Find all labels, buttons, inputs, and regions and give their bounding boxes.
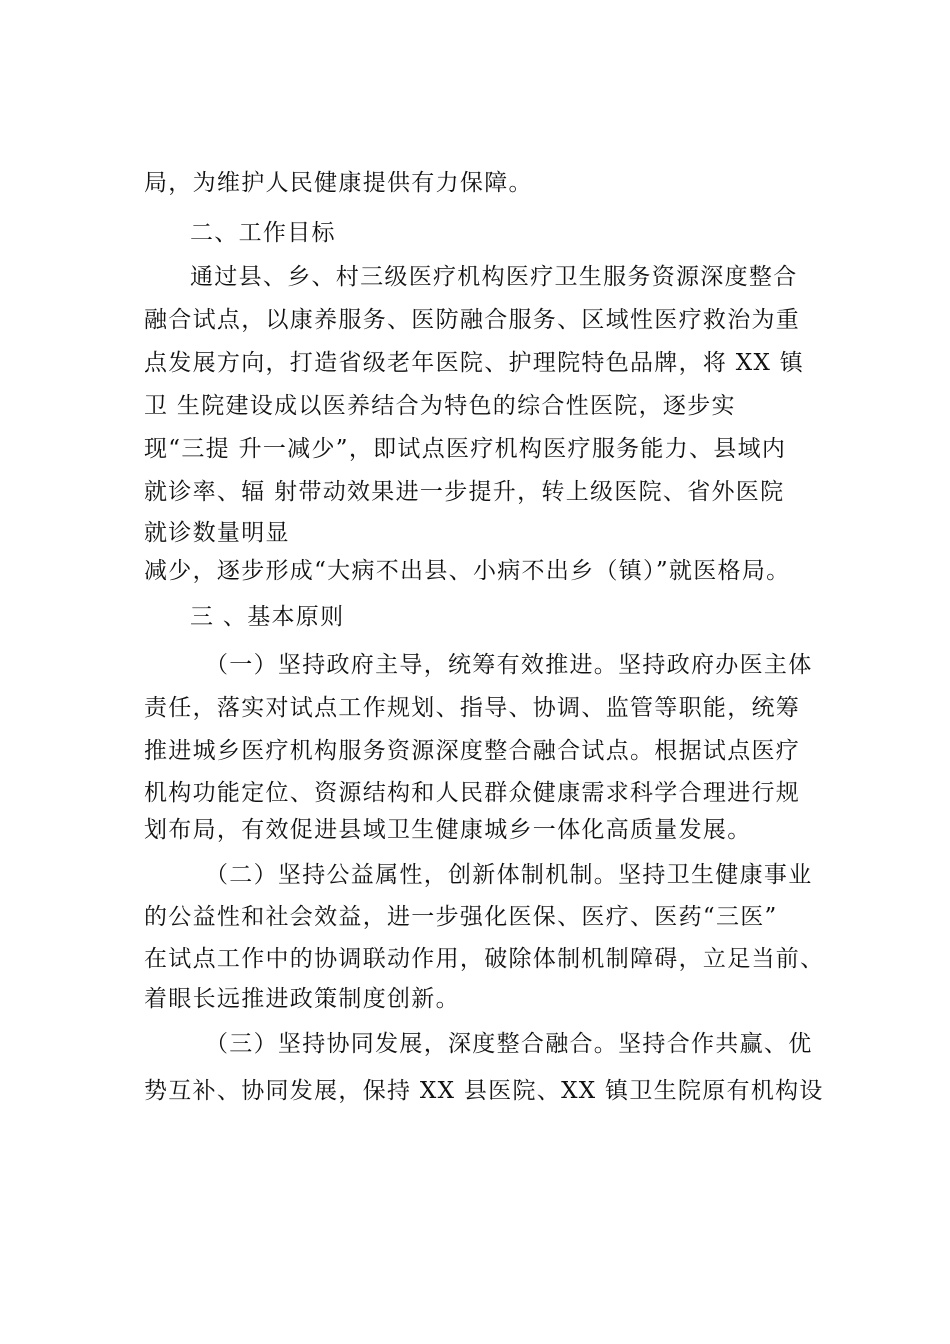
section-heading-basic-principles: 三 、基本原则 bbox=[190, 604, 345, 630]
paragraph-line-3: 通过县、乡、村三级医疗机构医疗卫生服务资源深度整合 bbox=[190, 264, 798, 290]
paragraph-line-13: 责任，落实对试点工作规划、指导、协调、监管等职能，统筹 bbox=[144, 695, 801, 721]
paragraph-line-9: 就诊数量明显 bbox=[144, 520, 290, 546]
paragraph-line-21: （三）坚持协同发展，深度整合融合。坚持合作共赢、优 bbox=[205, 1031, 813, 1057]
paragraph-line-20: 着眼长远推进政策制度创新。 bbox=[144, 986, 460, 1012]
paragraph-line-22: 势互补、协同发展，保持 XX 县医院、XX 镇卫生院原有机构设 bbox=[144, 1078, 824, 1104]
paragraph-line-12: （一）坚持政府主导，统筹有效推进。坚持政府办医主体 bbox=[205, 652, 813, 678]
paragraph-line-14: 推进城乡医疗机构服务资源深度整合融合试点。根据试点医疗 bbox=[144, 738, 801, 764]
paragraph-line-4: 融合试点，以康养服务、医防融合服务、区域性医疗救治为重 bbox=[144, 307, 801, 333]
section-heading-work-goals: 二、工作目标 bbox=[190, 220, 336, 246]
paragraph-line-18: 的公益性和社会效益，进一步强化医保、医疗、医药“三医” bbox=[144, 904, 778, 930]
paragraph-line-10: 减少，逐步形成“大病不出县、小病不出乡（镇）”就医格局。 bbox=[144, 558, 791, 584]
paragraph-line-8: 就诊率、辐 射带动效果进一步提升，转上级医院、省外医院 bbox=[144, 479, 785, 505]
paragraph-line-5: 点发展方向，打造省级老年医院、护理院特色品牌，将 XX 镇 bbox=[144, 350, 805, 376]
paragraph-line-6: 卫 生院建设成以医养结合为特色的综合性医院，逐步实 bbox=[144, 393, 736, 419]
paragraph-line-17: （二）坚持公益属性，创新体制机制。坚持卫生健康事业 bbox=[205, 862, 813, 888]
paragraph-line-19: 在试点工作中的协调联动作用，破除体制机制障碍，立足当前、 bbox=[144, 946, 825, 972]
paragraph-line-15: 机构功能定位、资源结构和人民群众健康需求科学合理进行规 bbox=[144, 780, 801, 806]
paragraph-line-16: 划布局，有效促进县域卫生健康城乡一体化高质量发展。 bbox=[144, 817, 752, 843]
paragraph-line-7: 现“三提 升一减少”，即试点医疗机构医疗服务能力、县域内 bbox=[144, 436, 787, 462]
paragraph-line-1: 局，为维护人民健康提供有力保障。 bbox=[144, 170, 533, 196]
